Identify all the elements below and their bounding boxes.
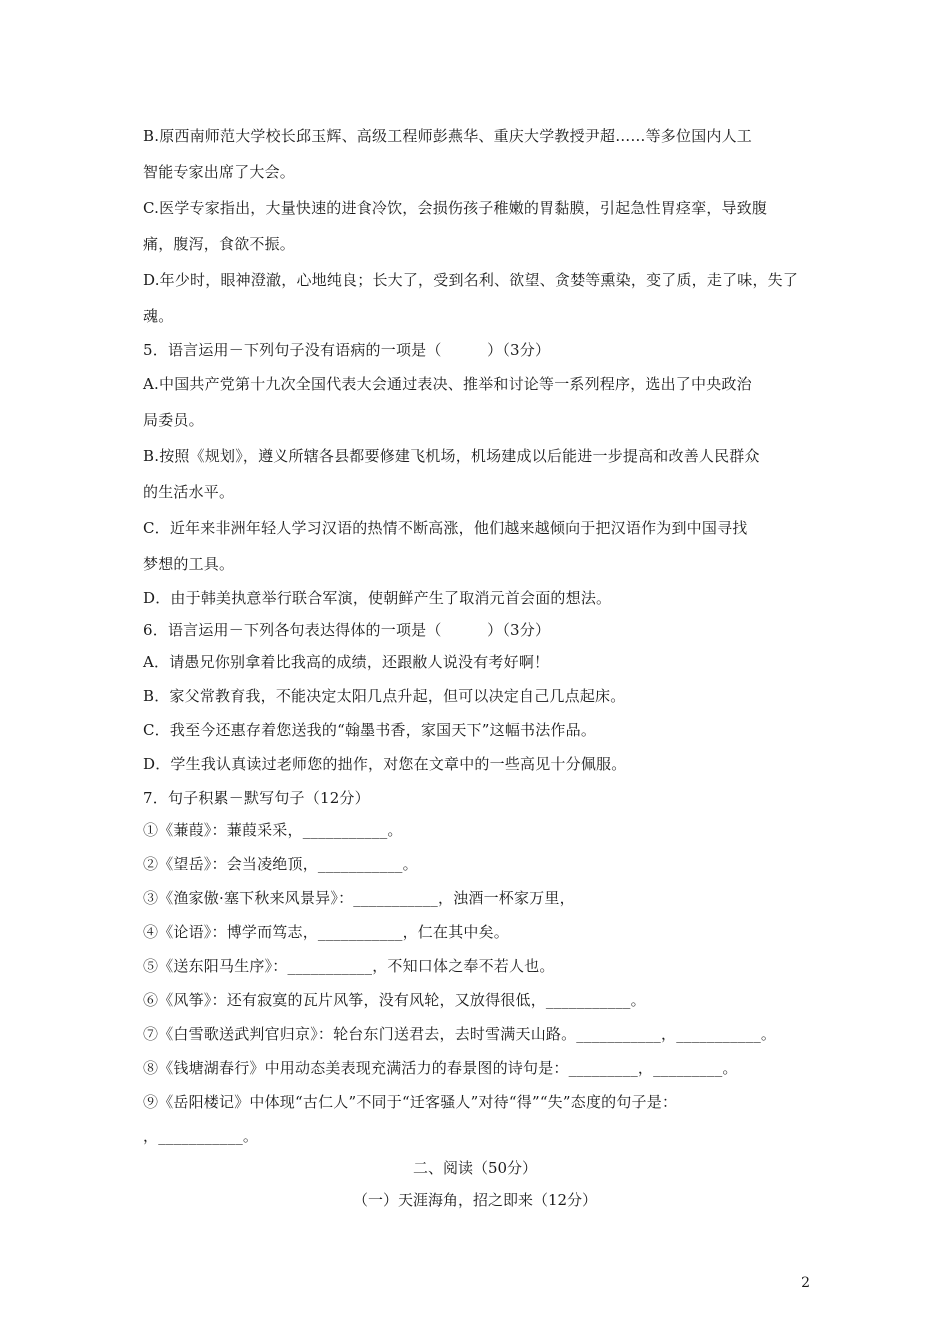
q7-item-2: ②《望岳》：会当凌绝顶，___________。 [143,855,418,873]
q7-item-3: ③《渔家傲·塞下秋来风景异》：___________，浊酒一杯家万里， [143,889,575,907]
q7-item-9-line1: ⑨《岳阳楼记》中体现“古仁人”不同于“迁客骚人”对待“得”“失”态度的句子是： [143,1093,678,1111]
q5-option-d: D．由于韩美执意举行联合军演，使朝鲜产生了取消元首会面的想法。 [143,589,612,607]
option-c-line2: 痛，腹泻，食欲不振。 [143,235,296,253]
section-title: 二、阅读（50分） [412,1159,538,1177]
q5-option-b-line1: B.按照《规划》，遵义所辖各县都要修建飞机场，机场建成以后能进一步提高和改善人民群众 [143,447,760,465]
q7-item-1: ①《蒹葭》：蒹葭采采，___________。 [143,821,403,839]
q5-option-a-line2: 局委员。 [143,411,204,429]
q6-option-a: A．请愚兄你别拿着比我高的成绩，还跟敝人说没有考好啊！ [143,653,550,671]
option-d-line1: D.年少时，眼神澄澈，心地纯良；长大了，受到名利、欲望、贪婪等熏染，变了质，走了味，失了 [143,271,799,289]
option-b-line2: 智能专家出席了大会。 [143,163,296,181]
q7-item-9-line2: ，___________。 [143,1127,259,1145]
q7-item-7: ⑦《白雪歌送武判官归京》：轮台东门送君去，去时雪满天山路。___________，___________。 [143,1025,777,1043]
q6-option-b: B．家父常教育我，不能决定太阳几点升起，但可以决定自己几点起床。 [143,687,626,705]
q5-option-b-line2: 的生活水平。 [143,483,235,501]
page-number: 2 [801,1275,810,1291]
q7-item-8: ⑧《钱塘湖春行》中用动态美表现充满活力的春景图的诗句是：_________，_________。 [143,1059,738,1077]
option-b-line1: B.原西南师范大学校长邱玉辉、高级工程师彭燕华、重庆大学教授尹超……等多位国内人工 [143,127,752,145]
subsection-title: （一）天涯海角，招之即来（12分） [352,1191,598,1209]
q7-item-5: ⑤《送东阳马生序》：___________，不知口体之奉不若人也。 [143,957,555,975]
question-5: 5．语言运用－下列句子没有语病的一项是（ ）（3分） [143,341,551,359]
q6-option-d: D．学生我认真读过老师您的拙作，对您在文章中的一些高见十分佩服。 [143,755,627,773]
q6-option-c: C．我至今还惠存着您送我的“翰墨书香，家国天下”这幅书法作品。 [143,721,597,739]
q7-item-4: ④《论语》：博学而笃志，___________，仁在其中矣。 [143,923,510,941]
q7-item-6: ⑥《风筝》：还有寂寞的瓦片风筝，没有风轮，又放得很低，___________。 [143,991,646,1009]
q5-option-c-line1: C．近年来非洲年轻人学习汉语的热情不断高涨，他们越来越倾向于把汉语作为到中国寻找 [143,519,748,537]
question-6: 6．语言运用－下列各句表达得体的一项是（ ）（3分） [143,621,551,639]
option-d-line2: 魂。 [143,307,174,325]
q5-option-c-line2: 梦想的工具。 [143,555,235,573]
question-7: 7．句子积累－默写句子（12分） [143,789,370,807]
q5-option-a-line1: A.中国共产党第十九次全国代表大会通过表决、推举和讨论等一系列程序，选出了中央政治 [143,375,752,393]
option-c-line1: C.医学专家指出，大量快速的进食冷饮，会损伤孩子稚嫩的胃黏膜，引起急性胃痉挛，导致腹 [143,199,768,217]
